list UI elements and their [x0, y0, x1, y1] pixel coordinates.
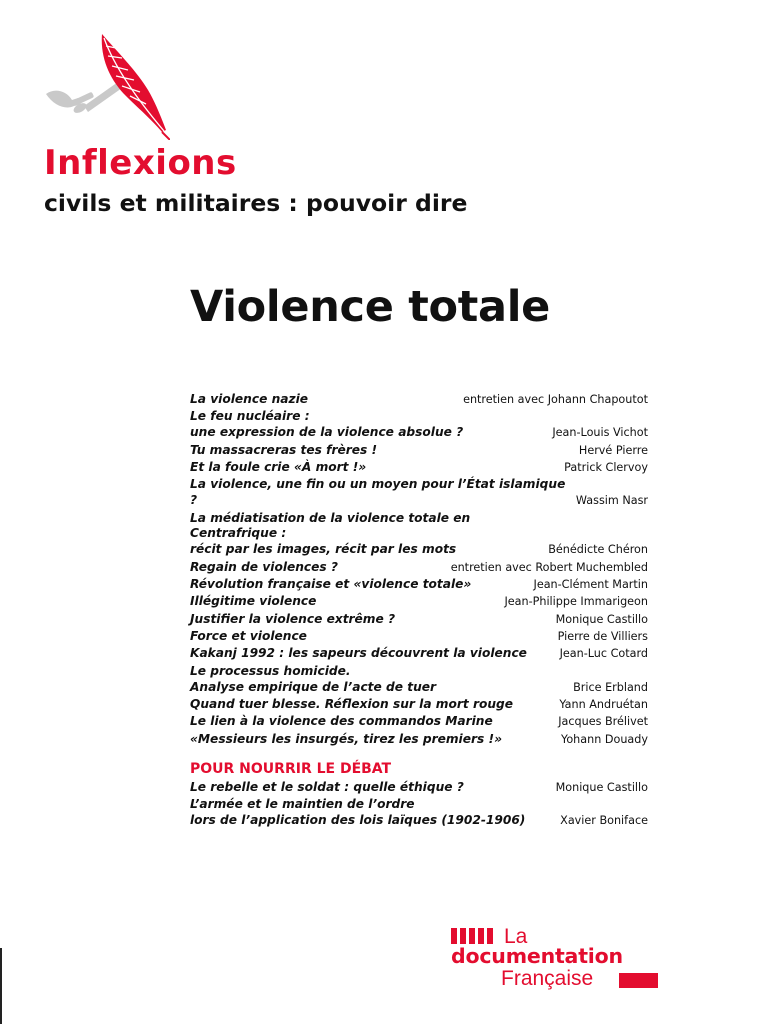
toc-entry-author: Yohann Douady [560, 732, 648, 746]
toc-entry [190, 797, 648, 829]
toc-entry-title-line: Quand tuer blesse. Réflexion sur la mort rouge [190, 697, 514, 712]
toc-entry-title [190, 594, 316, 610]
toc-debate-list [190, 780, 648, 829]
toc-entry-title-line: Le feu nucléaire : [190, 409, 310, 424]
toc-entry-author: Pierre de Villiers [557, 630, 648, 644]
toc-entry-title [190, 714, 493, 730]
toc-entry-title [190, 392, 308, 408]
toc-entry [190, 477, 648, 509]
toc-entry-title [190, 560, 338, 576]
toc-entry-title [190, 664, 436, 696]
toc-entry-author: Jean-Luc Cotard [559, 647, 648, 661]
toc-entry-title-line: Illégitime violence [190, 594, 317, 609]
toc-entry-title-line: Kakanj 1992 : les sapeurs découvrent la violence [190, 646, 527, 661]
toc-entry-title-line: Le rebelle et le soldat : quelle éthique ? [190, 779, 464, 794]
toc-entry-title [190, 629, 307, 645]
toc-entry-title [190, 780, 464, 796]
toc-entry-title-line: Regain de violences ? [190, 559, 338, 574]
toc-entry-author: Wassim Nasr [575, 494, 648, 508]
toc-entry-title [190, 511, 542, 558]
toc-entry [190, 646, 648, 662]
toc-entry-title [190, 797, 525, 829]
toc-entry [190, 392, 648, 408]
toc-entry-author: Yann Andruétan [559, 698, 648, 712]
toc-entry-title-line: Tu massacreras tes frères ! [190, 442, 378, 457]
toc-entry [190, 443, 648, 459]
toc-entry-author: entretien avec Robert Muchembled [450, 560, 648, 574]
toc-entry-title-line: La médiatisation de la violence totale en Centrafrique : [190, 510, 471, 541]
toc-entry [190, 732, 648, 748]
toc-entry-title [190, 477, 570, 509]
toc-entry-title-line: La violence, une fin ou un moyen pour l’État islamique ? [190, 477, 566, 508]
toc-entry [190, 409, 648, 441]
toc-entry-title-line: La violence nazie [190, 392, 309, 406]
toc-entry-author: Jean-Philippe Immarigeon [504, 595, 648, 609]
issue-title: Violence totale [190, 282, 551, 332]
toc-entry-title [190, 646, 527, 662]
toc-entry-title [190, 443, 377, 459]
toc-entry-title-line: récit par les images, récit par les mots [190, 542, 457, 557]
toc-entry-author: Brice Erbland [573, 680, 648, 694]
publisher-bars-icon [451, 928, 493, 944]
toc-entry-title-line: Et la foule crie «À mort !» [190, 459, 367, 474]
toc-entry-title [190, 697, 513, 713]
toc-entry [190, 511, 648, 558]
toc-entry-title-line: Révolution française et «violence totale» [190, 576, 472, 591]
toc-entry-title-line: Justifier la violence extrême ? [190, 611, 396, 626]
toc-entry [190, 560, 648, 576]
toc-entry [190, 594, 648, 610]
toc-entry-author: Hervé Pierre [578, 443, 648, 457]
toc-entry-title-line: L’armée et le maintien de l’ordre [190, 797, 415, 812]
toc-entry-title [190, 577, 471, 593]
table-of-contents [190, 392, 648, 830]
toc-entry-author: Patrick Clervoy [564, 460, 648, 474]
toc-entry-title [190, 732, 502, 748]
debate-section-heading: POUR NOURRIR LE DÉBAT [190, 760, 392, 777]
toc-entry-author: entretien avec Johann Chapoutot [463, 393, 648, 406]
toc-entry-author: Monique Castillo [555, 780, 648, 794]
toc-entry-title [190, 612, 395, 628]
publisher-line-1: La [504, 925, 528, 948]
toc-entry-author: Jacques Brélivet [558, 715, 648, 729]
publisher-logo [451, 926, 671, 996]
toc-entry-title-line: «Messieurs les insurgés, tirez les premiers !» [190, 731, 502, 746]
publisher-line-3: Française [501, 967, 594, 990]
toc-entry-title [190, 460, 366, 476]
edge-divider [0, 948, 2, 1024]
toc-entry-title-line: Analyse empirique de l’acte de tuer [190, 679, 437, 694]
brand-title: Inflexions [44, 143, 237, 183]
toc-entry-author: Jean-Louis Vichot [552, 426, 648, 440]
toc-entry [190, 714, 648, 730]
toc-entry [190, 697, 648, 713]
quill-and-sword-icon [40, 30, 170, 140]
toc-entry-title-line: Force et violence [190, 629, 307, 644]
toc-entry [190, 460, 648, 476]
toc-entry-title-line: lors de l’application des lois laïques (1902-1906) [190, 812, 526, 827]
toc-entry-title [190, 409, 463, 441]
publisher-block-icon [619, 973, 658, 988]
brand-subtitle: civils et militaires : pouvoir dire [44, 189, 468, 217]
publisher-line-2: documentation [451, 944, 623, 968]
toc-entry-title-line: Le lien à la violence des commandos Marine [190, 714, 493, 729]
toc-entry [190, 664, 648, 696]
toc-entry-title-line: Le processus homicide. [190, 663, 351, 678]
toc-entry-author: Jean-Clément Martin [533, 577, 648, 591]
toc-entry-author: Monique Castillo [555, 612, 648, 626]
toc-main-list [190, 392, 648, 748]
toc-entry-author: Bénédicte Chéron [548, 543, 648, 557]
toc-entry [190, 612, 648, 628]
toc-entry [190, 629, 648, 645]
toc-entry-author: Xavier Boniface [560, 813, 648, 827]
toc-entry [190, 780, 648, 796]
toc-entry [190, 577, 648, 593]
toc-entry-title-line: une expression de la violence absolue ? [190, 425, 464, 440]
